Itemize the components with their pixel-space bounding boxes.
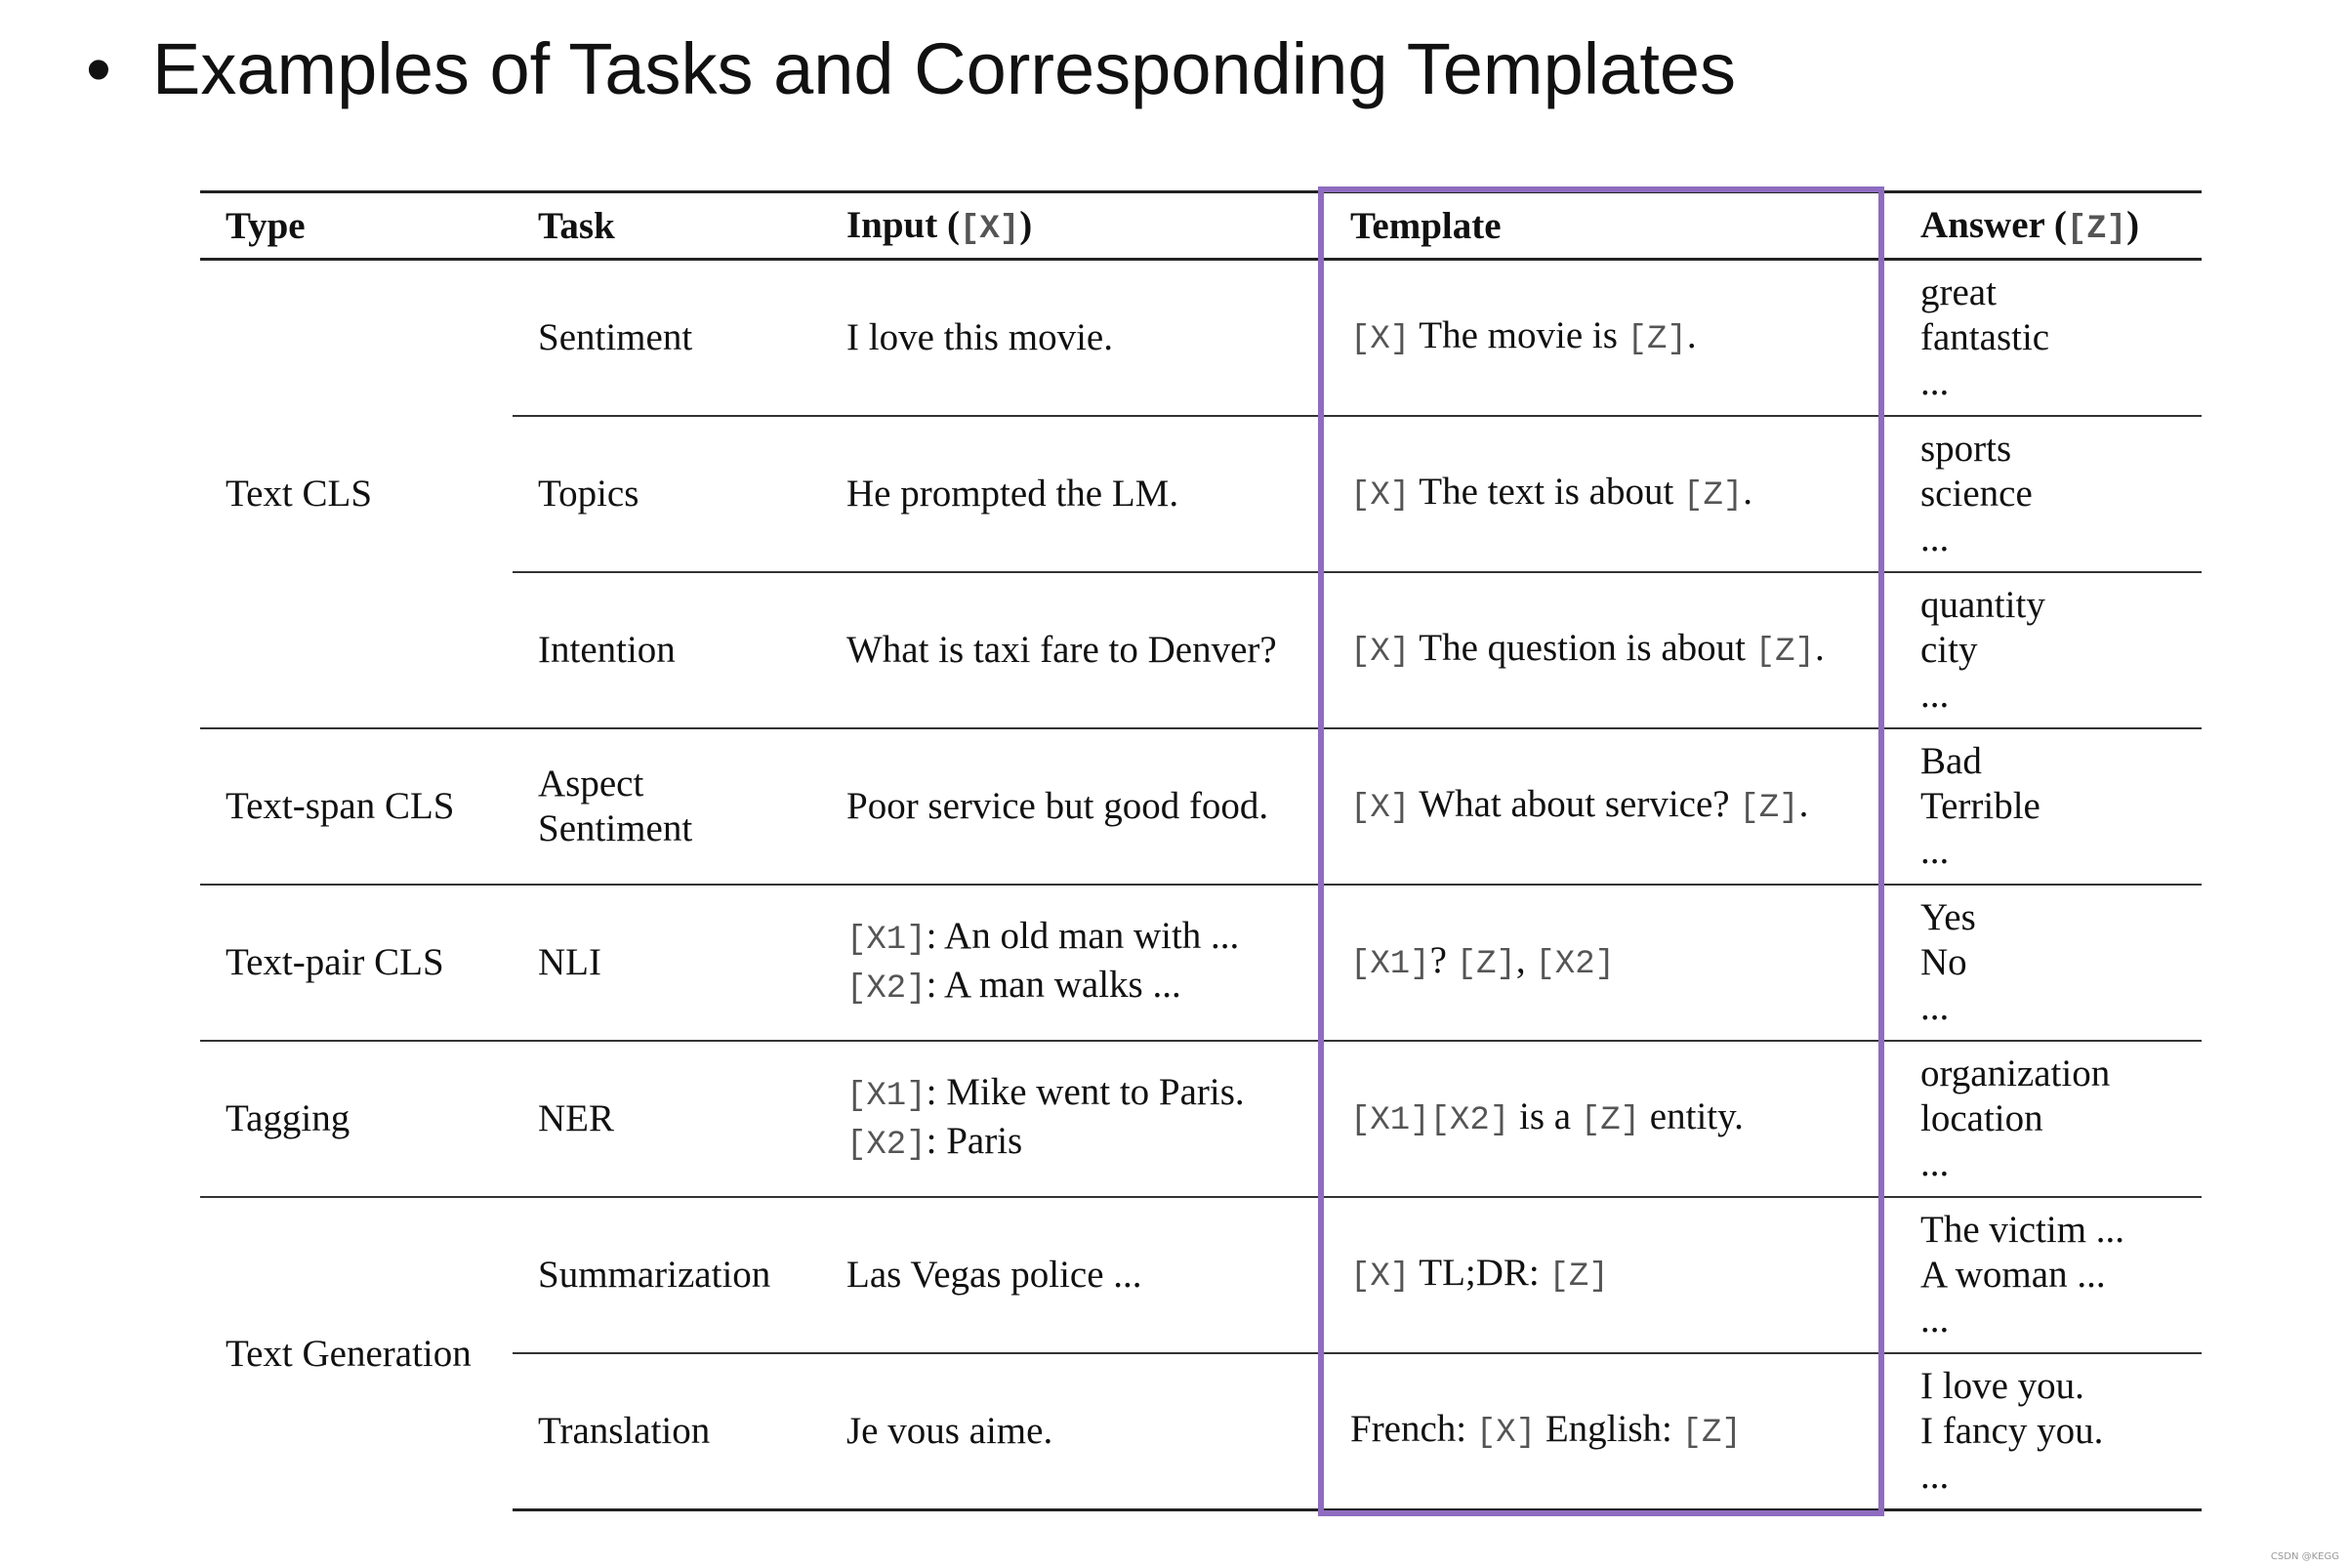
answer-cell (1895, 260, 2202, 417)
template-text: [X1][X2] is a [Z] entity. (1350, 1095, 1744, 1139)
type-cell: Text-pair CLS (200, 885, 513, 1041)
tasks-templates-table (200, 190, 2202, 1511)
answer-item: ... (1920, 1455, 1950, 1497)
watermark: CSDN @KEGG (2270, 1551, 2339, 1562)
input-cell: Je vous aime. (821, 1353, 1325, 1510)
header-type: Type (200, 192, 513, 260)
answer-item: I love you. (1920, 1365, 2084, 1407)
table-row (200, 1197, 2202, 1353)
answer-item: city (1920, 629, 1978, 671)
task-cell: Sentiment (513, 260, 821, 417)
answer-item: ... (1920, 517, 1950, 559)
header-row (200, 192, 2202, 260)
template-text: [X] What about service? [Z]. (1350, 783, 1809, 827)
input-line: [X2]: A man walks ... (846, 964, 1181, 1008)
task-cell: Summarization (513, 1197, 821, 1353)
template-cell (1325, 260, 1895, 417)
template-cell (1325, 885, 1895, 1041)
header-task: Task (513, 192, 821, 260)
answer-cell (1895, 1353, 2202, 1510)
type-cell: Text CLS (200, 260, 513, 729)
table-row (200, 260, 2202, 417)
input-cell (821, 885, 1325, 1041)
task-cell: NLI (513, 885, 821, 1041)
task-line: Sentiment (538, 807, 693, 849)
answer-item: Yes (1920, 896, 1976, 938)
template-cell (1325, 416, 1895, 572)
input-line: [X2]: Paris (846, 1120, 1023, 1164)
answer-item: ... (1920, 1142, 1950, 1184)
answer-item: I fancy you. (1920, 1410, 2104, 1452)
template-text: French: [X] English: [Z] (1350, 1408, 1742, 1452)
input-cell: What is taxi fare to Denver? (821, 572, 1325, 728)
answer-item: A woman ... (1920, 1254, 2106, 1296)
type-cell: Text Generation (200, 1197, 513, 1510)
title-text: Examples of Tasks and Corresponding Templates (152, 28, 1737, 109)
template-cell (1325, 1041, 1895, 1197)
answer-item: No (1920, 941, 1967, 983)
answer-item: sports (1920, 428, 2012, 470)
type-cell: Tagging (200, 1041, 513, 1197)
header-input: Input ([X]) (821, 192, 1325, 260)
answer-item: ... (1920, 674, 1950, 716)
template-text: [X] The movie is [Z]. (1350, 314, 1697, 358)
template-cell (1325, 1197, 1895, 1353)
answer-item: location (1920, 1097, 2043, 1139)
header-template: Template (1325, 192, 1895, 260)
table-row (200, 1041, 2202, 1197)
input-line: [X1]: Mike went to Paris. (846, 1071, 1245, 1115)
table-row (200, 885, 2202, 1041)
type-cell: Text-span CLS (200, 728, 513, 885)
answer-item: ... (1920, 986, 1950, 1028)
task-line: Aspect (538, 763, 644, 805)
answer-item: Terrible (1920, 785, 2040, 827)
answer-cell (1895, 1197, 2202, 1353)
answer-cell (1895, 728, 2202, 885)
template-cell (1325, 572, 1895, 728)
answer-item: science (1920, 473, 2033, 515)
template-text: [X] The question is about [Z]. (1350, 627, 1825, 671)
answer-item: organization (1920, 1052, 2111, 1094)
answer-item: ... (1920, 830, 1950, 872)
template-text: [X1]? [Z], [X2] (1350, 939, 1616, 983)
slide-title (86, 27, 1736, 110)
task-cell (513, 728, 821, 885)
task-cell: NER (513, 1041, 821, 1197)
input-cell: Las Vegas police ... (821, 1197, 1325, 1353)
input-line: [X1]: An old man with ... (846, 915, 1240, 959)
template-text: [X] The text is about [Z]. (1350, 471, 1753, 515)
answer-cell (1895, 416, 2202, 572)
input-cell: Poor service but good food. (821, 728, 1325, 885)
task-cell: Topics (513, 416, 821, 572)
header-answer: Answer ([Z]) (1895, 192, 2202, 260)
answer-item: ... (1920, 1299, 1950, 1341)
input-cell: He prompted the LM. (821, 416, 1325, 572)
answer-item: great (1920, 271, 1997, 313)
answer-item: quantity (1920, 584, 2045, 626)
template-cell (1325, 1353, 1895, 1510)
task-cell: Translation (513, 1353, 821, 1510)
answer-item: ... (1920, 361, 1950, 403)
table-row (200, 728, 2202, 885)
answer-cell (1895, 572, 2202, 728)
answer-item: fantastic (1920, 316, 2050, 358)
bullet-icon: • (86, 28, 111, 109)
task-cell: Intention (513, 572, 821, 728)
answer-cell (1895, 885, 2202, 1041)
template-text: [X] TL;DR: [Z] (1350, 1252, 1609, 1296)
answer-item: Bad (1920, 740, 1982, 782)
input-cell (821, 1041, 1325, 1197)
answer-item: The victim ... (1920, 1209, 2125, 1251)
input-cell: I love this movie. (821, 260, 1325, 417)
answer-cell (1895, 1041, 2202, 1197)
template-cell (1325, 728, 1895, 885)
